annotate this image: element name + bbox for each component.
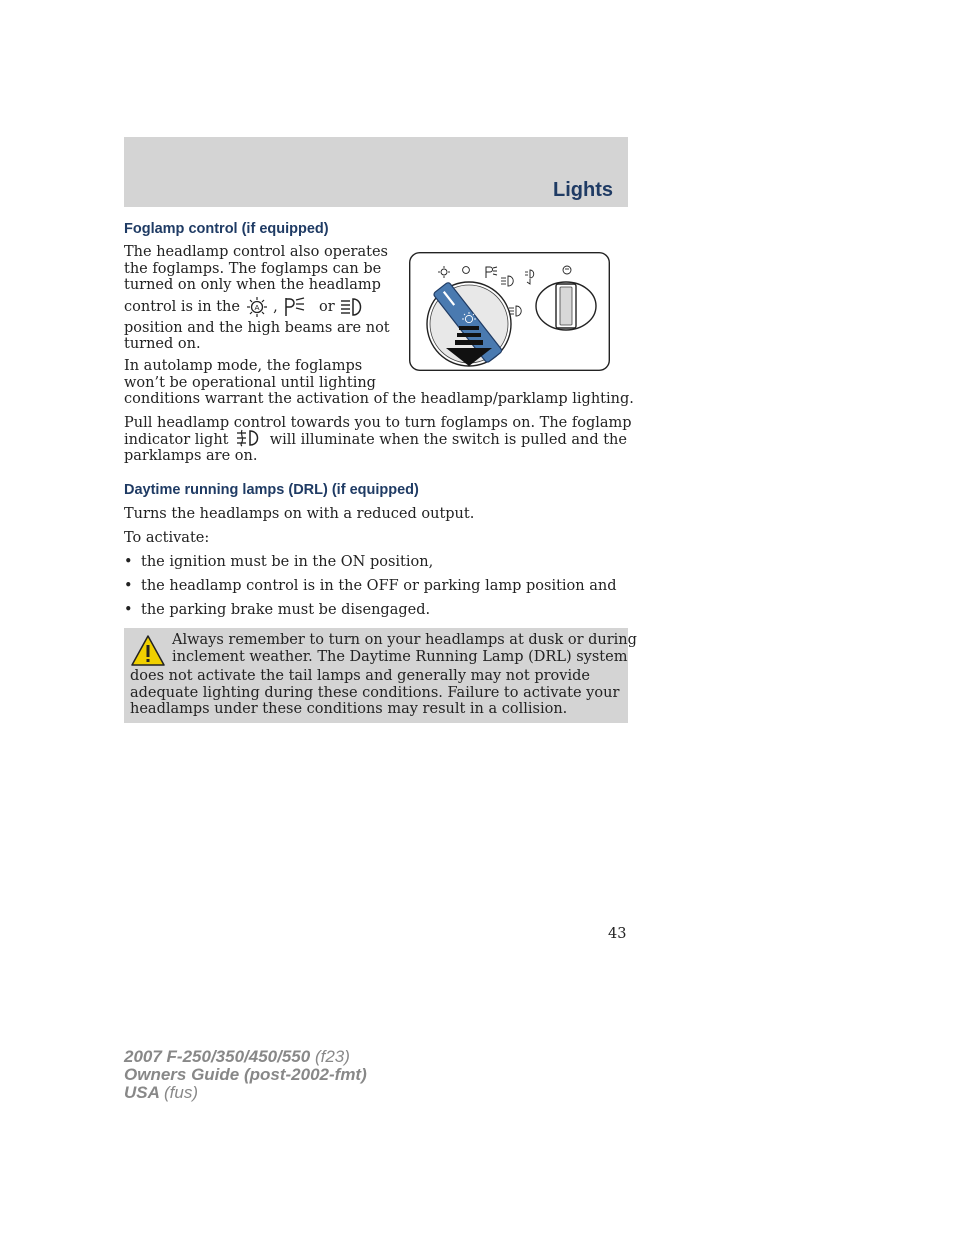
headlamp-control-figure xyxy=(409,252,610,371)
foglamp-indicator-line xyxy=(124,432,632,449)
section-title: Lights xyxy=(553,179,613,201)
warning-line: Always remember to turn on your headlamps at dusk or during xyxy=(172,632,637,648)
footer-model: 2007 F-250/350/450/550 xyxy=(124,1047,311,1066)
warning-line: headlamps under these conditions may result in a collision. xyxy=(130,701,568,717)
list-item-text: the parking brake must be disengaged. xyxy=(141,602,431,618)
foglamp-paragraph-1 xyxy=(124,244,390,353)
warning-line: adequate lighting during these conditions. Failure to activate your xyxy=(130,684,620,701)
bullet-dot: • xyxy=(124,602,133,618)
drl-paragraph-1: Turns the headlamps on with a reduced output. xyxy=(124,506,475,522)
bullet-dot: • xyxy=(124,554,133,570)
text-line: turned on. xyxy=(124,336,201,352)
control-position-line xyxy=(124,294,390,320)
footer-model-code: (f23) xyxy=(314,1047,350,1066)
list-item-text: the headlamp control is in the OFF or parking lamp position and xyxy=(141,578,617,594)
warning-triangle-icon xyxy=(130,634,166,668)
headlamp-icon xyxy=(339,296,365,318)
warning-line: does not activate the tail lamps and generally may not provide xyxy=(130,668,590,684)
text-line: the foglamps. The foglamps can be xyxy=(124,260,382,277)
footer-line-2 xyxy=(124,1066,367,1084)
text-span: , xyxy=(273,298,278,315)
text-line: parklamps are on. xyxy=(124,448,258,464)
foglamp-indicator-icon xyxy=(233,429,263,447)
text-line: In autolamp mode, the foglamps xyxy=(124,358,363,374)
warning-text xyxy=(130,632,637,718)
autolamp-icon xyxy=(245,296,269,318)
text-line: conditions warrant the activation of the headlamp/parklamp lighting. xyxy=(124,391,634,407)
footer-line-3 xyxy=(124,1084,367,1102)
text-line: Pull headlamp control towards you to turn foglamps on. The foglamp xyxy=(124,415,632,431)
bullet-dot: • xyxy=(124,578,133,594)
foglamp-heading: Foglamp control (if equipped) xyxy=(124,221,329,237)
foglamp-paragraph-3 xyxy=(124,415,632,465)
drl-heading: Daytime running lamps (DRL) (if equipped) xyxy=(124,482,419,498)
text-span: will illuminate when the switch is pulled and the xyxy=(269,431,627,448)
text-line: turned on only when the headlamp xyxy=(124,277,381,293)
text-line: position and the high beams are not xyxy=(124,319,390,336)
text-span: control is in the xyxy=(124,298,240,315)
page-number: 43 xyxy=(608,926,627,942)
text-line: won’t be operational until lighting xyxy=(124,374,376,391)
svg-text:A: A xyxy=(254,302,260,312)
list-item-text: the ignition must be in the ON position, xyxy=(141,554,434,570)
footer-line-1 xyxy=(124,1048,367,1066)
drl-paragraph-2: To activate: xyxy=(124,530,210,546)
warning-line: inclement weather. The Daytime Running Lamp (DRL) system xyxy=(172,648,628,665)
panel-dimmer-wheel xyxy=(536,282,596,330)
text-line: The headlamp control also operates xyxy=(124,244,388,260)
document-footer xyxy=(124,1048,367,1102)
footer-guide: Owners Guide (post-2002-fmt) xyxy=(124,1065,367,1084)
warning-box xyxy=(124,628,637,723)
footer-market: USA xyxy=(124,1083,160,1102)
section-header-band xyxy=(124,137,628,207)
text-span: indicator light xyxy=(124,431,229,448)
text-span: or xyxy=(319,298,335,315)
footer-market-code: (fus) xyxy=(164,1083,198,1102)
parklamp-icon xyxy=(282,296,306,318)
